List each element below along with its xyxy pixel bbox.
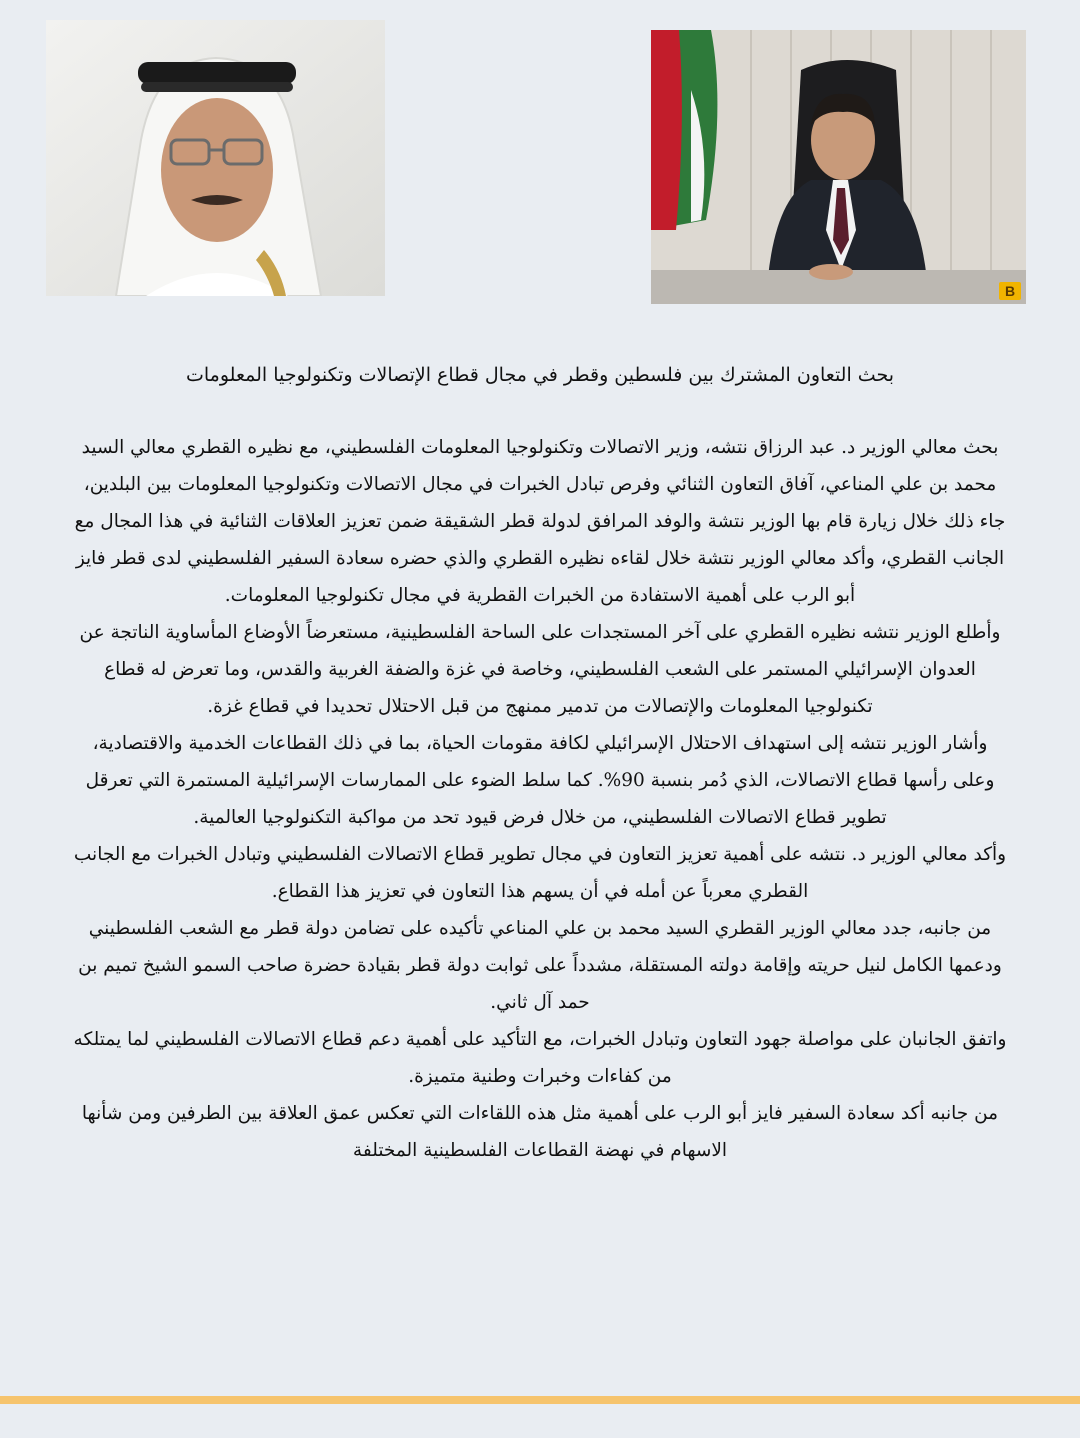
- portrait-photo-left: [46, 20, 385, 296]
- article-paragraph-5: من جانبه، جدد معالي الوزير القطري السيد محمد بن علي المناعي تأكيده على تضامن دولة قطر مع الشعب الفلسطيني ودعمها الكامل لنيل حريته وإقامة دولته المستقلة، مشدداً على ثوابت دولة قطر بقيادة حضرة صاحب السمو الشيخ تميم بن حمد آل ثاني.: [78, 918, 1002, 1013]
- portrait-palestinian-minister-icon: [651, 30, 1026, 304]
- bottom-accent-line: [0, 1396, 1080, 1404]
- article: [70, 355, 1010, 1169]
- logo-badge-text: B: [1004, 283, 1016, 299]
- article-paragraph-7: من جانبه أكد سعادة السفير فايز أبو الرب على أهمية مثل هذه اللقاءات التي تعكس عمق العلاقة بين الطرفين ومن شأنها الاسهام في نهضة القطاعات الفلسطينية المختلفة: [81, 1103, 999, 1161]
- portrait-qatari-minister-icon: [46, 20, 385, 296]
- article-paragraph-3: وأشار الوزير نتشه إلى استهداف الاحتلال الإسرائيلي لكافة مقومات الحياة، بما في ذلك القطاعات الخدمية والاقتصادية، وعلى رأسها قطاع الاتصالات، الذي دُمر بنسبة 90%. كما سلط الضوء على الممارسات الإسرائيلية المستمرة التي تعرقل تطوير قطاع الاتصالات الفلسطيني، من خلال فرض قيود تحد من مواكبة التكنولوجيا العالمية.: [85, 733, 995, 828]
- article-paragraph-4: وأكد معالي الوزير د. نتشه على أهمية تعزيز التعاون في مجال تطوير قطاع الاتصالات الفلسطيني وتبادل الخبرات مع الجانب القطري معرباً عن أمله في أن يسهم هذا التعاون في تعزيز هذا القطاع.: [73, 844, 1007, 902]
- portrait-photo-right: [651, 30, 1026, 304]
- article-paragraph-6: واتفق الجانبان على مواصلة جهود التعاون وتبادل الخبرات، مع التأكيد على أهمية دعم قطاع الاتصالات الفلسطيني لما يمتلكه من كفاءات وخبرات وطنية متميزة.: [73, 1029, 1007, 1087]
- article-paragraph-1: بحث معالي الوزير د. عبد الرزاق نتشه، وزير الاتصالات وتكنولوجيا المعلومات الفلسطيني، مع نظيره القطري معالي السيد محمد بن علي المناعي، آفاق التعاون الثنائي وفرص تبادل الخبرات في مجال الاتصالات وتكنولوجيا المعلومات بين البلدين، جاء ذلك خلال زيارة قام بها الوزير نتشة والوفد المرافق لدولة قطر الشقيقة ضمن تعزيز العلاقات الثنائية في هذا المجال مع الجانب القطري، وأكد معالي الوزير نتشة خلال لقاءه نظيره القطري والذي حضره سعادة السفير الفلسطيني لدى قطر فايز أبو الرب على أهمية الاستفادة من الخبرات القطرية في مجال تكنولوجيا المعلومات.: [74, 437, 1006, 606]
- article-paragraph-2: وأطلع الوزير نتشه نظيره القطري على آخر المستجدات على الساحة الفلسطينية، مستعرضاً الأوضاع المأساوية الناتجة عن العدوان الإسرائيلي المستمر على الشعب الفلسطيني، وخاصة في غزة والضفة الغربية والقدس، وما تعرض له قطاع تكنولوجيا المعلومات والإتصالات من تدمير ممنهج من قبل الاحتلال تحديدا في قطاع غزة.: [79, 622, 1001, 717]
- article-headline: بحث التعاون المشترك بين فلسطين وقطر في مجال قطاع الإتصالات وتكنولوجيا المعلومات: [185, 364, 895, 386]
